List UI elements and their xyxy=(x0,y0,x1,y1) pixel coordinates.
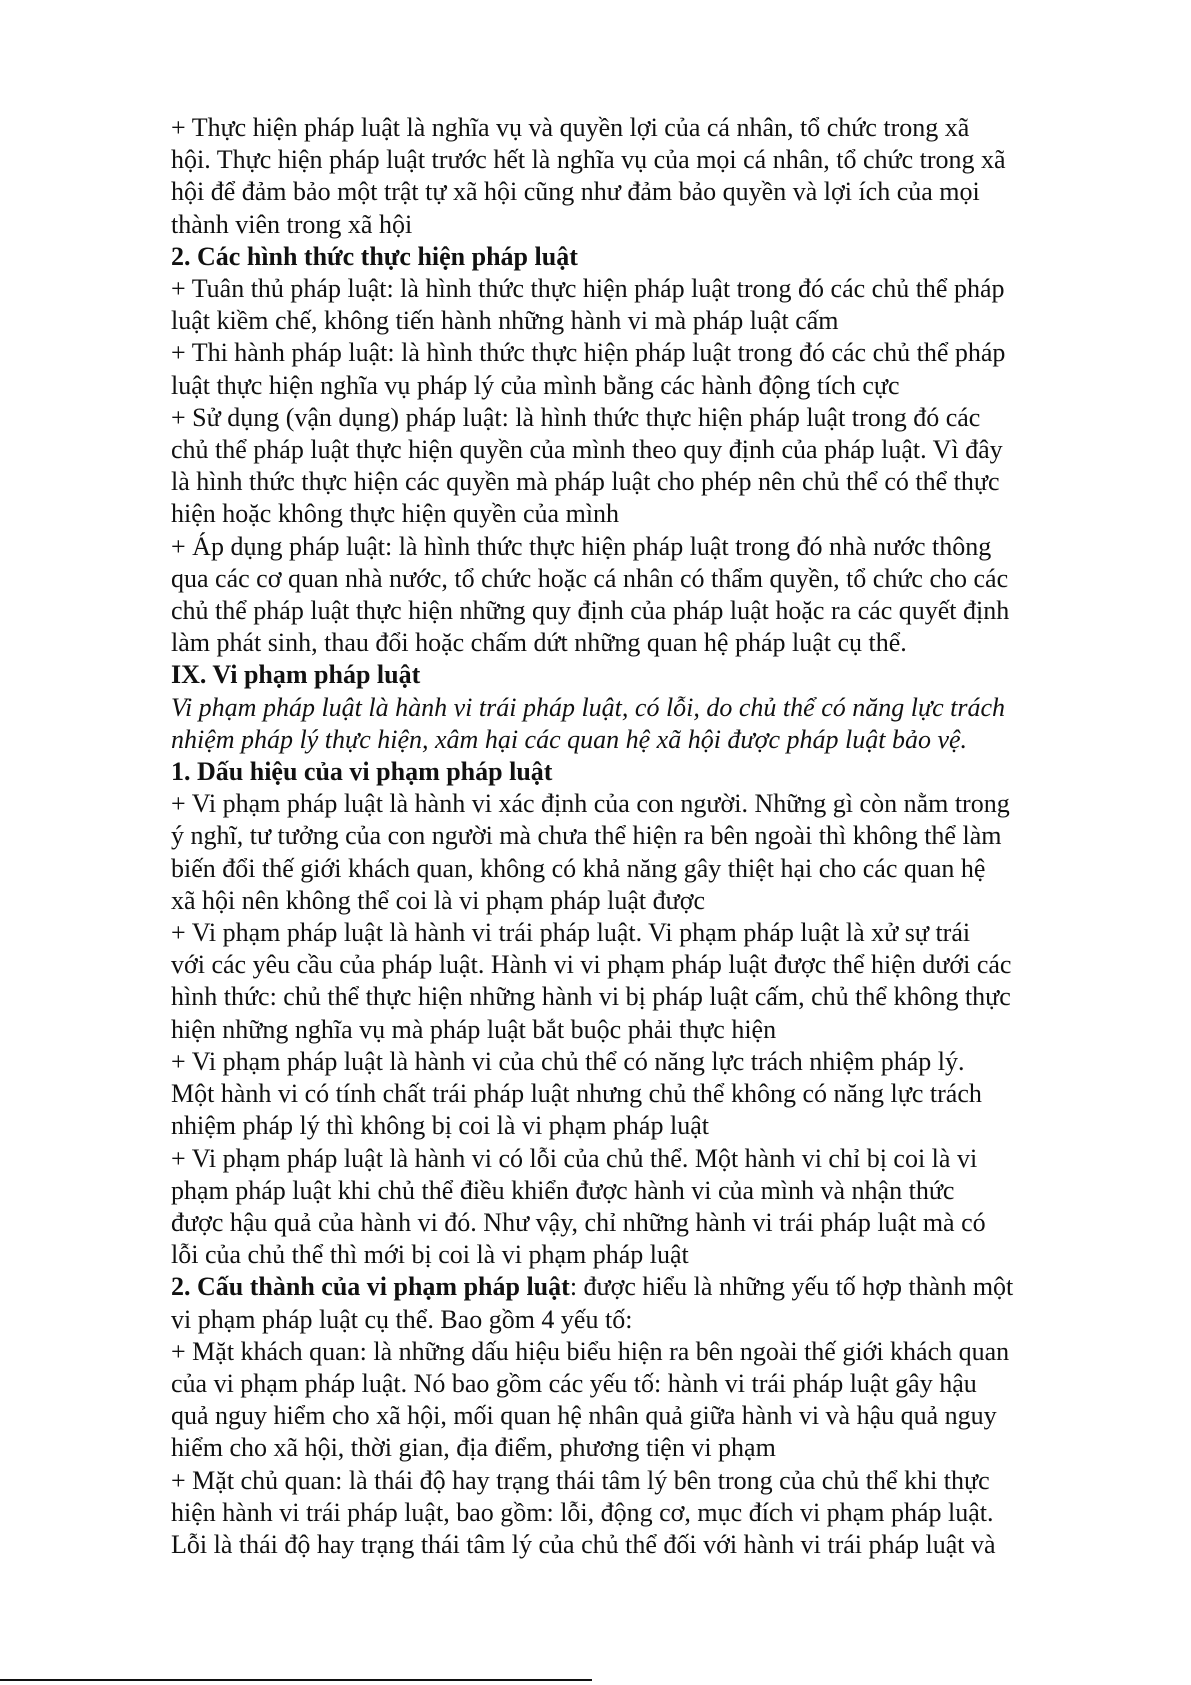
text-line: + Vi phạm pháp luật là hành vi trái pháp luật. Vi phạm pháp luật là xử sự trái xyxy=(171,918,971,948)
text-line: nhiệm pháp lý thì không bị coi là vi phạm pháp luật xyxy=(171,1111,709,1141)
definition-line: nhiệm pháp lý thực hiện, xâm hại các quan hệ xã hội được pháp luật bảo vệ. xyxy=(171,724,968,754)
text-line: làm phát sinh, thau đổi hoặc chấm dứt những quan hệ pháp luật cụ thể. xyxy=(171,628,907,658)
text-line: vi phạm pháp luật cụ thể. Bao gồm 4 yếu tố: xyxy=(171,1304,633,1334)
text-line: biến đổi thế giới khách quan, không có khả năng gây thiệt hại cho các quan hệ xyxy=(171,853,986,883)
text-line: chủ thể pháp luật thực hiện quyền của mình theo quy định của pháp luật. Vì đây xyxy=(171,435,1003,465)
text-line: của vi phạm pháp luật. Nó bao gồm các yếu tố: hành vi trái pháp luật gây hậu xyxy=(171,1368,977,1398)
text-line: hình thức: chủ thể thực hiện những hành vi bị pháp luật cấm, chủ thể không thực xyxy=(171,982,1011,1012)
text-line: phạm pháp luật khi chủ thể điều khiển được hành vi của mình và nhận thức xyxy=(171,1175,955,1205)
text-line: + Mặt khách quan: là những dấu hiệu biểu hiện ra bên ngoài thế giới khách quan xyxy=(171,1336,1010,1366)
text-line: hiện những nghĩa vụ mà pháp luật bắt buộc phải thực hiện xyxy=(171,1014,777,1044)
composition-rest: : được hiểu là những yếu tố hợp thành một xyxy=(569,1272,1014,1302)
text-line: hội để đảm bảo một trật tự xã hội cũng như đảm bảo quyền và lợi ích của mọi xyxy=(171,177,980,207)
text-line: hiện hành vi trái pháp luật, bao gồm: lỗi, động cơ, mục đích vi phạm pháp luật. xyxy=(171,1497,994,1527)
text-line: chủ thể pháp luật thực hiện những quy định của pháp luật hoặc ra các quyết định xyxy=(171,596,1010,626)
text-line: thành viên trong xã hội xyxy=(171,209,413,239)
text-line: + Thi hành pháp luật: là hình thức thực hiện pháp luật trong đó các chủ thể pháp xyxy=(171,338,1006,368)
text-line: + Tuân thủ pháp luật: là hình thức thực hiện pháp luật trong đó các chủ thể pháp xyxy=(171,274,1005,304)
text-line: luật kiềm chế, không tiến hành những hành vi mà pháp luật cấm xyxy=(171,306,839,336)
text-line: + Sử dụng (vận dụng) pháp luật: là hình thức thực hiện pháp luật trong đó các xyxy=(171,402,981,432)
text-line: luật thực hiện nghĩa vụ pháp lý của mình bằng các hành động tích cực xyxy=(171,370,900,400)
document-page xyxy=(171,112,1086,1561)
text-line: hiện hoặc không thực hiện quyền của mình xyxy=(171,499,620,529)
text-line: Một hành vi có tính chất trái pháp luật nhưng chủ thể không có năng lực trách xyxy=(171,1079,982,1109)
text-line: + Áp dụng pháp luật: là hình thức thực hiện pháp luật trong đó nhà nước thông xyxy=(171,531,992,561)
text-line: ý nghĩ, tư tưởng của con người mà chưa thể hiện ra bên ngoài thì không thể làm xyxy=(171,821,1002,851)
text-line: + Vi phạm pháp luật là hành vi xác định của con người. Những gì còn nằm trong xyxy=(171,789,1010,819)
text-line: xã hội nên không thể coi là vi phạm pháp luật được xyxy=(171,885,705,915)
definition-line: Vi phạm pháp luật là hành vi trái pháp luật, có lỗi, do chủ thể có năng lực trách xyxy=(171,692,1006,722)
section-heading: 2. Các hình thức thực hiện pháp luật xyxy=(171,241,578,271)
text-line: hiểm cho xã hội, thời gian, địa điểm, phương tiện vi phạm xyxy=(171,1433,776,1463)
text-line: quả nguy hiểm cho xã hội, mối quan hệ nhân quả giữa hành vi và hậu quả nguy xyxy=(171,1401,997,1431)
composition-heading: 2. Cấu thành của vi phạm pháp luật xyxy=(171,1272,570,1302)
text-line: + Vi phạm pháp luật là hành vi có lỗi của chủ thể. Một hành vi chỉ bị coi là vi xyxy=(171,1143,978,1173)
text-line: qua các cơ quan nhà nước, tổ chức hoặc cá nhân có thẩm quyền, tổ chức cho các xyxy=(171,563,1009,593)
chapter-heading: IX. Vi phạm pháp luật xyxy=(171,660,421,690)
text-line: Lỗi là thái độ hay trạng thái tâm lý của chủ thể đối với hành vi trái pháp luật và xyxy=(171,1529,996,1559)
section-heading: 1. Dấu hiệu của vi phạm pháp luật xyxy=(171,757,553,787)
text-line: + Vi phạm pháp luật là hành vi của chủ thể có năng lực trách nhiệm pháp lý. xyxy=(171,1046,965,1076)
text-line: là hình thức thực hiện các quyền mà pháp luật cho phép nên chủ thể có thể thực xyxy=(171,467,1000,497)
text-line: được hậu quả của hành vi đó. Như vậy, chỉ những hành vi trái pháp luật mà có xyxy=(171,1207,986,1237)
text-line: + Mặt chủ quan: là thái độ hay trạng thái tâm lý bên trong của chủ thể khi thực xyxy=(171,1465,990,1495)
text-line: với các yêu cầu của pháp luật. Hành vi vi phạm pháp luật được thể hiện dưới các xyxy=(171,950,1012,980)
text-line: + Thực hiện pháp luật là nghĩa vụ và quyền lợi của cá nhân, tổ chức trong xã xyxy=(171,113,970,142)
footer-rule xyxy=(0,1679,592,1681)
text-line: hội. Thực hiện pháp luật trước hết là nghĩa vụ của mọi cá nhân, tổ chức trong xã xyxy=(171,145,1006,175)
text-line: lỗi của chủ thể thì mới bị coi là vi phạm pháp luật xyxy=(171,1240,689,1270)
composition-line xyxy=(171,1271,1086,1303)
